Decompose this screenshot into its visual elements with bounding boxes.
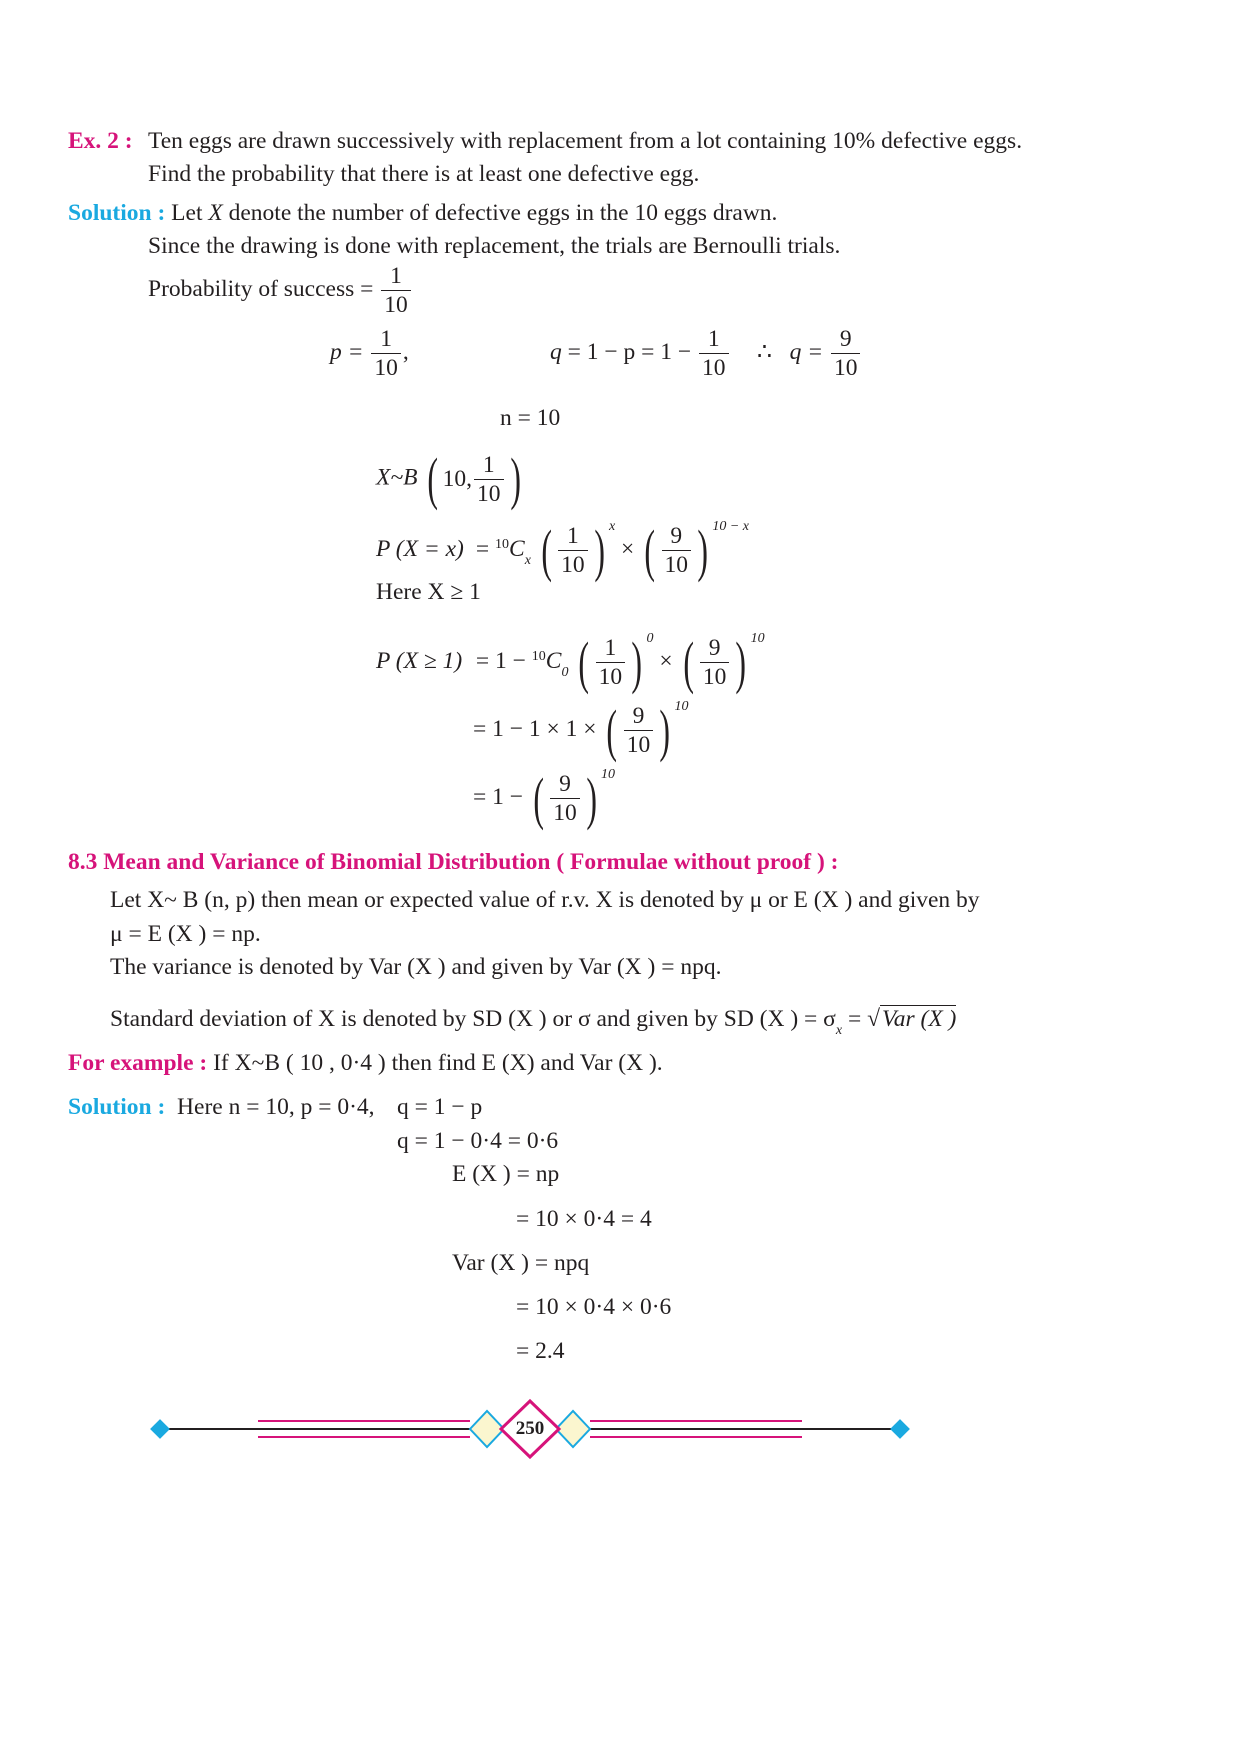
expectation-value: = 10 × 0·4 = 4 [516, 1206, 652, 1232]
ex-text-line2: Find the probability that there is at least one defective egg. [148, 161, 700, 187]
left-end-diamond [150, 1419, 170, 1439]
success-label: Probability of success = [148, 275, 374, 302]
mean-line1: Let X~ B (n, p) then mean or expected value of r.v. X is denoted by μ or E (X ) and given by [110, 887, 980, 913]
variance-formula: Var (X ) = npq [452, 1250, 590, 1276]
solution-text: Let [171, 200, 209, 226]
q-result: ∴ q = $\frac{9}{10}$ [757, 325, 862, 382]
fraction-1-10: $\frac{1}{10}$ [381, 262, 411, 319]
pmf-equation: P $(X = x) = ^{10}C_x$ ( $\frac{1}{10}$ ) $^x$ × ( $\frac{9}{10}$ ) $^{10 - x}$ [376, 517, 750, 583]
solution-line2: Since the drawing is done with replacement, the trials are Bernoulli trials. [148, 233, 841, 259]
q-step1: q = 1 − p [397, 1094, 483, 1120]
var-x: X [208, 200, 223, 226]
variance-step: = 10 × 0·4 × 0·6 [516, 1294, 672, 1320]
expectation-formula: E (X ) = np [452, 1161, 560, 1187]
solution2-given: Here n = 10, p = 0·4, [177, 1094, 375, 1120]
binomial-notation: X~B ( 10, $\frac{1}{10}$ ) [376, 446, 521, 511]
solution2-label: Solution : [68, 1094, 166, 1120]
right-end-diamond [890, 1419, 910, 1439]
solution-text: denote the number of defective eggs in the 10 eggs drawn. [222, 200, 778, 226]
q-equation: q = 1 − p = 1 − $\frac{1}{10}$ [550, 325, 731, 382]
step-3: = 1 − ( $\frac{9}{10}$ ) $^{10}$ [473, 765, 616, 831]
solution2-line1 [68, 1092, 375, 1122]
success-prob [148, 262, 413, 319]
example-heading [68, 126, 133, 156]
example-label: For example : [68, 1050, 208, 1076]
prob-at-least-one: P $(X \ge 1) = 1 - ^{10}C_0$ ( $\frac{1}{10}$ ) $^0$ × ( $\frac{9}{10}$ ) $^{10}$ [376, 629, 765, 695]
section-heading: 8.3 Mean and Variance of Binomial Distribution ( Formulae without proof ) : [68, 849, 839, 875]
n-equation: n = 10 [500, 405, 561, 431]
example-line [68, 1048, 663, 1078]
ex-text-line1: Ten eggs are drawn successively with replacement from a lot containing 10% defective eggs. [148, 128, 1023, 154]
ex-label: Ex. 2 : [68, 128, 133, 154]
page-number: 250 [515, 1418, 545, 1439]
solution-label: Solution : [68, 200, 166, 226]
condition-line: Here X ≥ 1 [376, 579, 481, 605]
q-step2: q = 1 − 0·4 = 0·6 [397, 1128, 559, 1154]
step-2: = 1 − 1 × 1 × ( $\frac{9}{10}$ ) $^{10}$ [473, 697, 689, 763]
sd-line: Standard deviation of X is denoted by SD (X ) or σ and given by SD (X ) = $\sigma_x = √Var$ (X ) [110, 1006, 957, 1038]
variance-value: = 2.4 [516, 1338, 565, 1364]
variance-line: The variance is denoted by Var (X ) and given by Var (X ) = npq. [110, 954, 722, 980]
p-equation: p = $\frac{1}{10}$ , [330, 326, 409, 381]
example-text: If X~B ( 10 , 0·4 ) then find E (X) and Var (X ). [213, 1050, 663, 1076]
solution-line1 [68, 198, 777, 228]
mean-line2: μ = E (X ) = np. [110, 921, 261, 947]
